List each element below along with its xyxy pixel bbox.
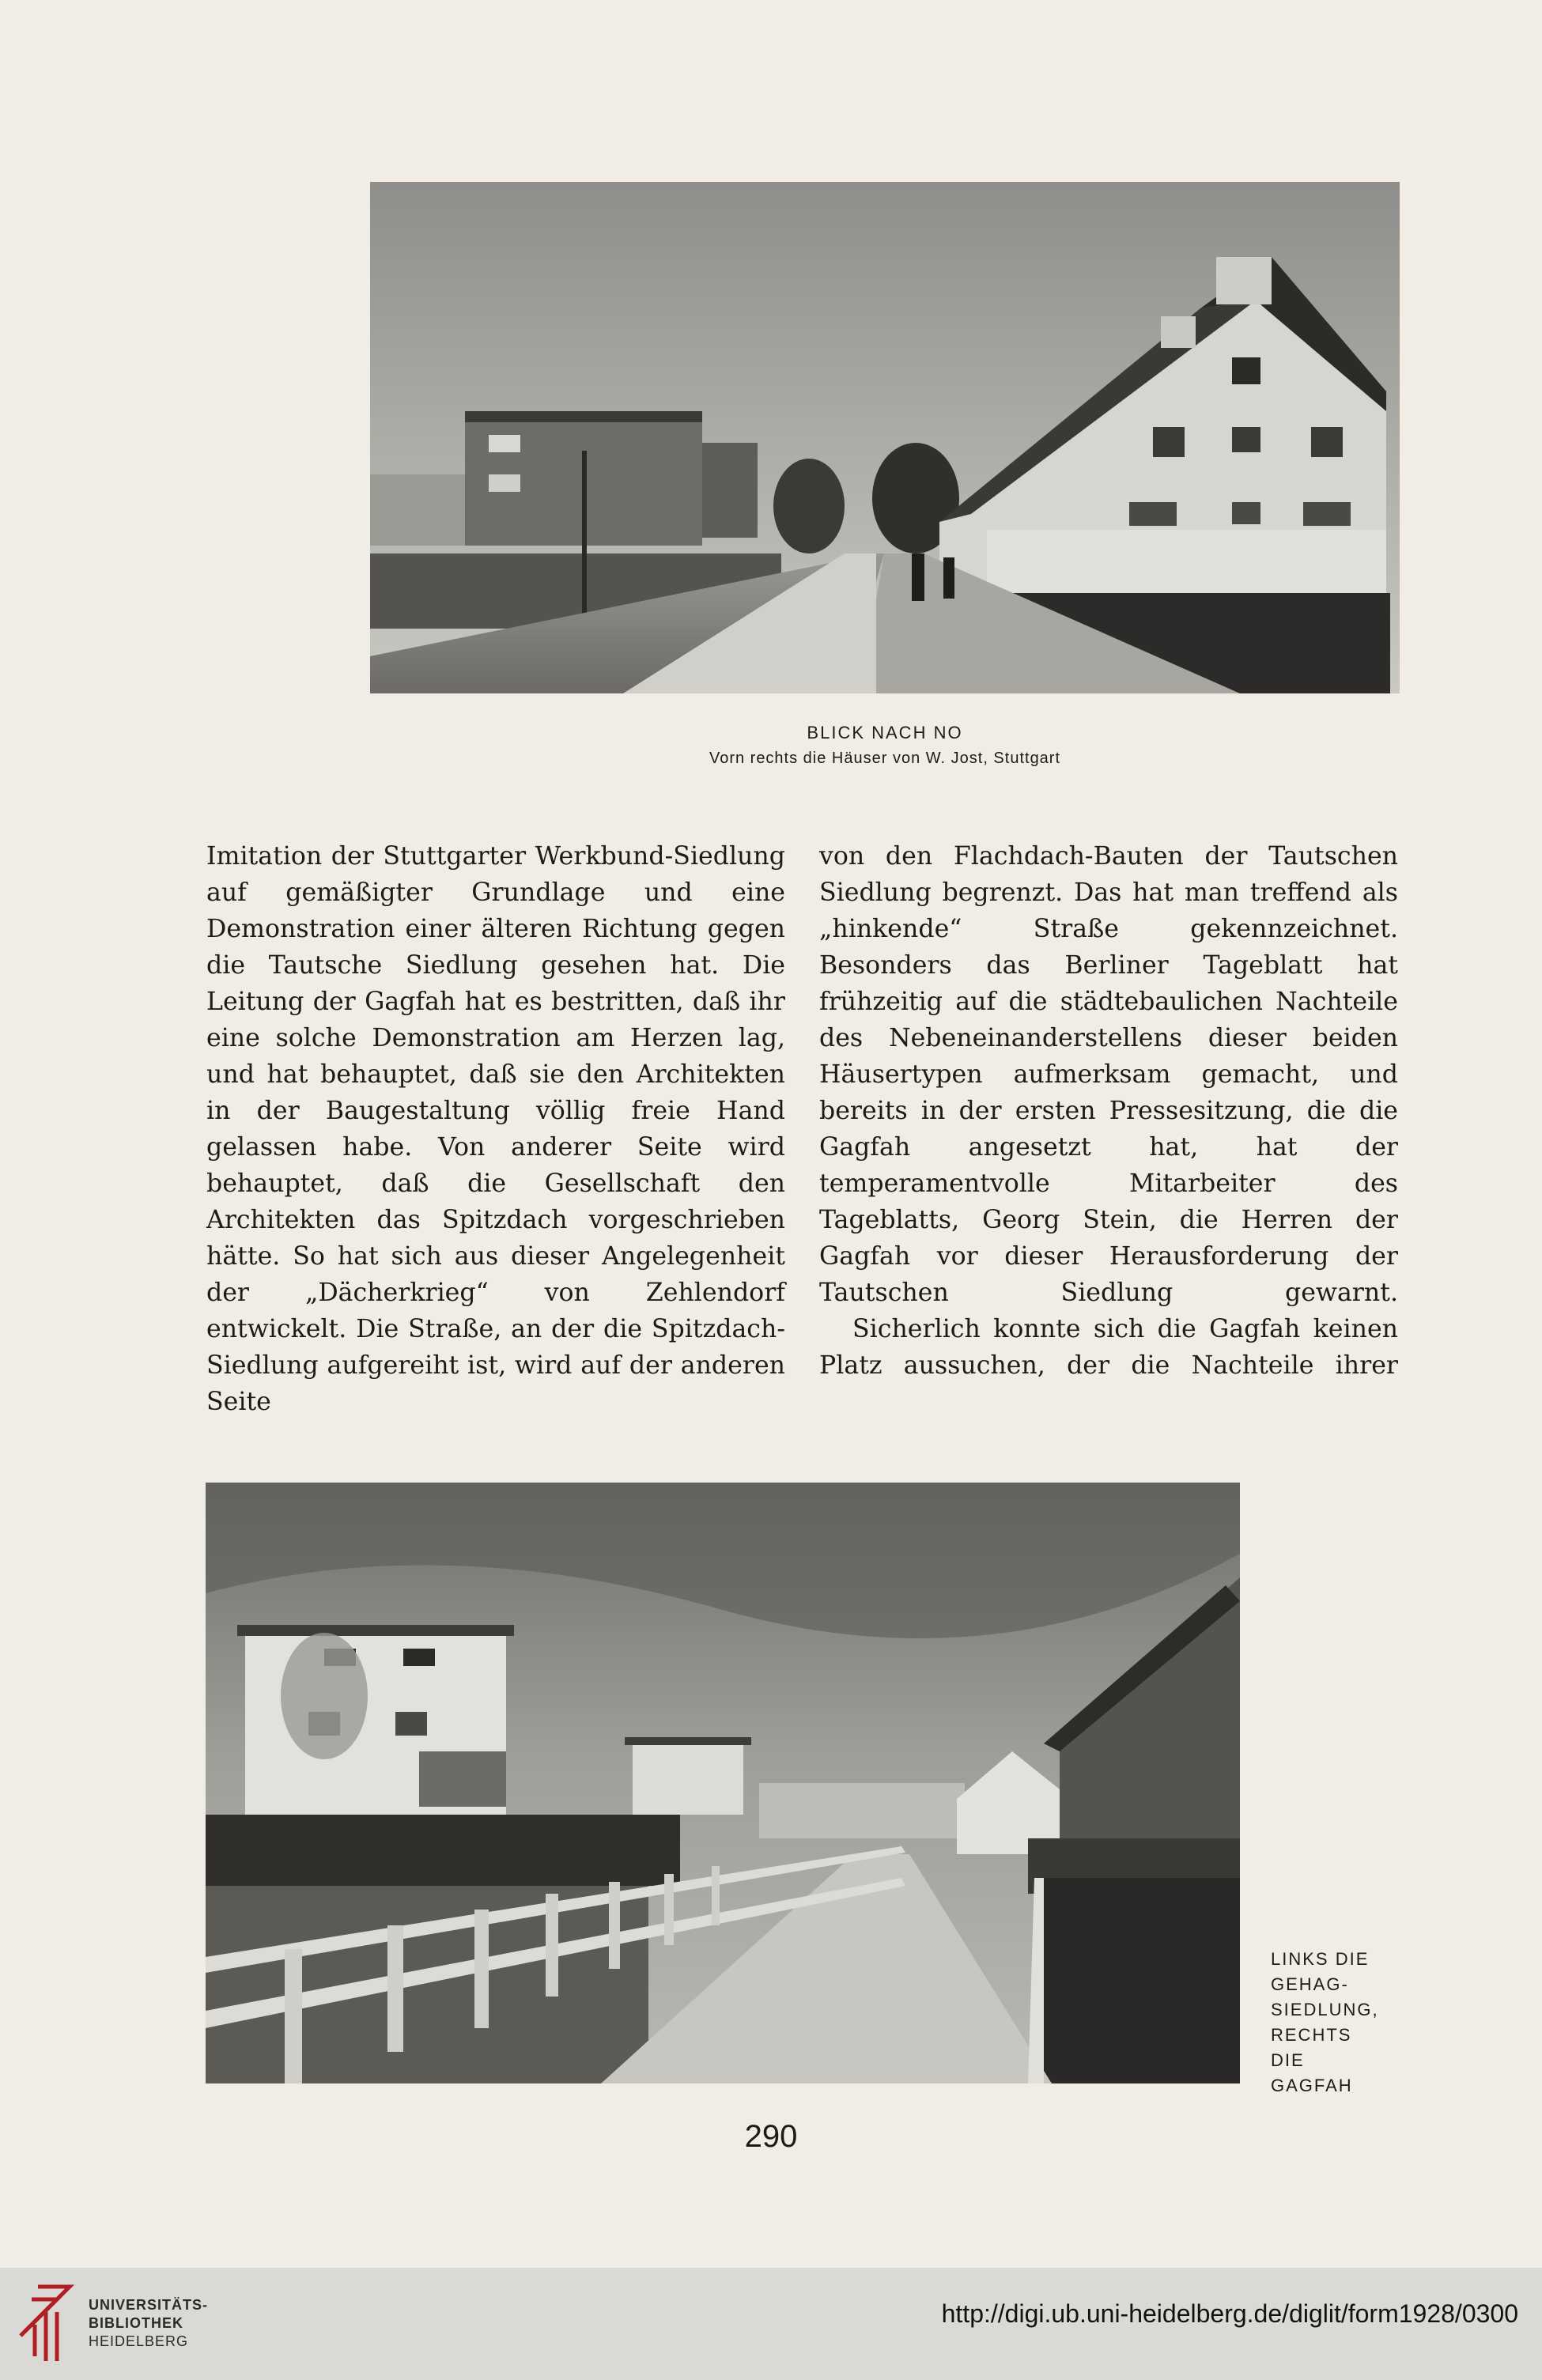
source-url-link[interactable]: http://digi.ub.uni-heidelberg.de/diglit/form1928/0300 <box>941 2299 1518 2328</box>
side-caption-line: RECHTS <box>1271 2025 1352 2045</box>
paragraph-left-1: Imitation der Stuttgarter Werkbund-Siedlung auf gemäßigter Grundlage und eine Demonstration einer älteren Richtung gegen die Tautsche Siedlung gesehen hat. Die Leitung der Gagfah hat es bestritten, daß ihr eine solche Demonstration am Herzen lag, und hat behauptet, daß sie den Architekten in der Baugestaltung völlig freie Hand gelassen habe. Von anderer Seite wird behauptet, daß die Gesellschaft den Architekten das Spitzdach vorgeschrieben hätte. So hat sich aus dieser Angelegenheit der „Dächerkrieg“ von Zehlendorf entwickelt. Die Straße, an der die Spitzdach-Siedlung aufgereiht ist, wird auf der anderen Seite <box>206 842 785 1416</box>
text-column-right <box>819 838 1398 1384</box>
photo-top-caption-title: BLICK NACH NO <box>807 723 963 742</box>
photo-bottom-graphic <box>206 1483 1240 2083</box>
side-caption-line: SIEDLUNG, <box>1271 2000 1379 2019</box>
photo-bottom-side-caption <box>1271 1947 1429 2099</box>
photo-top-graphic <box>370 182 1400 693</box>
photo-street-view-northeast <box>370 182 1400 693</box>
library-logo-icon <box>14 2280 76 2367</box>
footer-bar <box>0 2268 1542 2380</box>
page-number: 290 <box>744 2119 798 2154</box>
library-name-line1: UNIVERSITÄTS- <box>89 2297 209 2313</box>
library-name-line2: BIBLIOTHEK <box>89 2315 183 2331</box>
side-caption-line: GAGFAH <box>1271 2076 1353 2095</box>
library-name-line3: HEIDELBERG <box>89 2333 189 2349</box>
paragraph-right-1: von den Flachdach-Bauten der Tautschen Siedlung begrenzt. Das hat man treffend als „hinkende“ Straße gekennzeichnet. Besonders das Berliner Tageblatt hat frühzeitig auf die städtebaulichen Nachteile des Nebeneinanderstellens dieser beiden Häusertypen aufmerksam gemacht, und bereits in der ersten Pressesitzung, die die Gagfah angesetzt hat, hat der temperamentvolle Mitarbeiter des Tageblatts, Georg Stein, die Herren der Gagfah vor dieser Herausforderung der Tautschen Siedlung gewarnt. <box>819 842 1398 1307</box>
text-column-left <box>206 838 785 1420</box>
paragraph-right-2: Sicherlich konnte sich die Gagfah keinen Platz aussuchen, der die Nachteile ihrer <box>819 1315 1398 1380</box>
side-caption-line: DIE <box>1271 2050 1305 2070</box>
photo-gehag-gagfah-street <box>206 1483 1240 2083</box>
photo-top-caption-subtitle: Vorn rechts die Häuser von W. Jost, Stuttgart <box>709 750 1061 767</box>
side-caption-line: LINKS DIE <box>1271 1949 1370 1969</box>
library-name <box>89 2296 208 2351</box>
side-caption-line: GEHAG- <box>1271 1974 1349 1994</box>
